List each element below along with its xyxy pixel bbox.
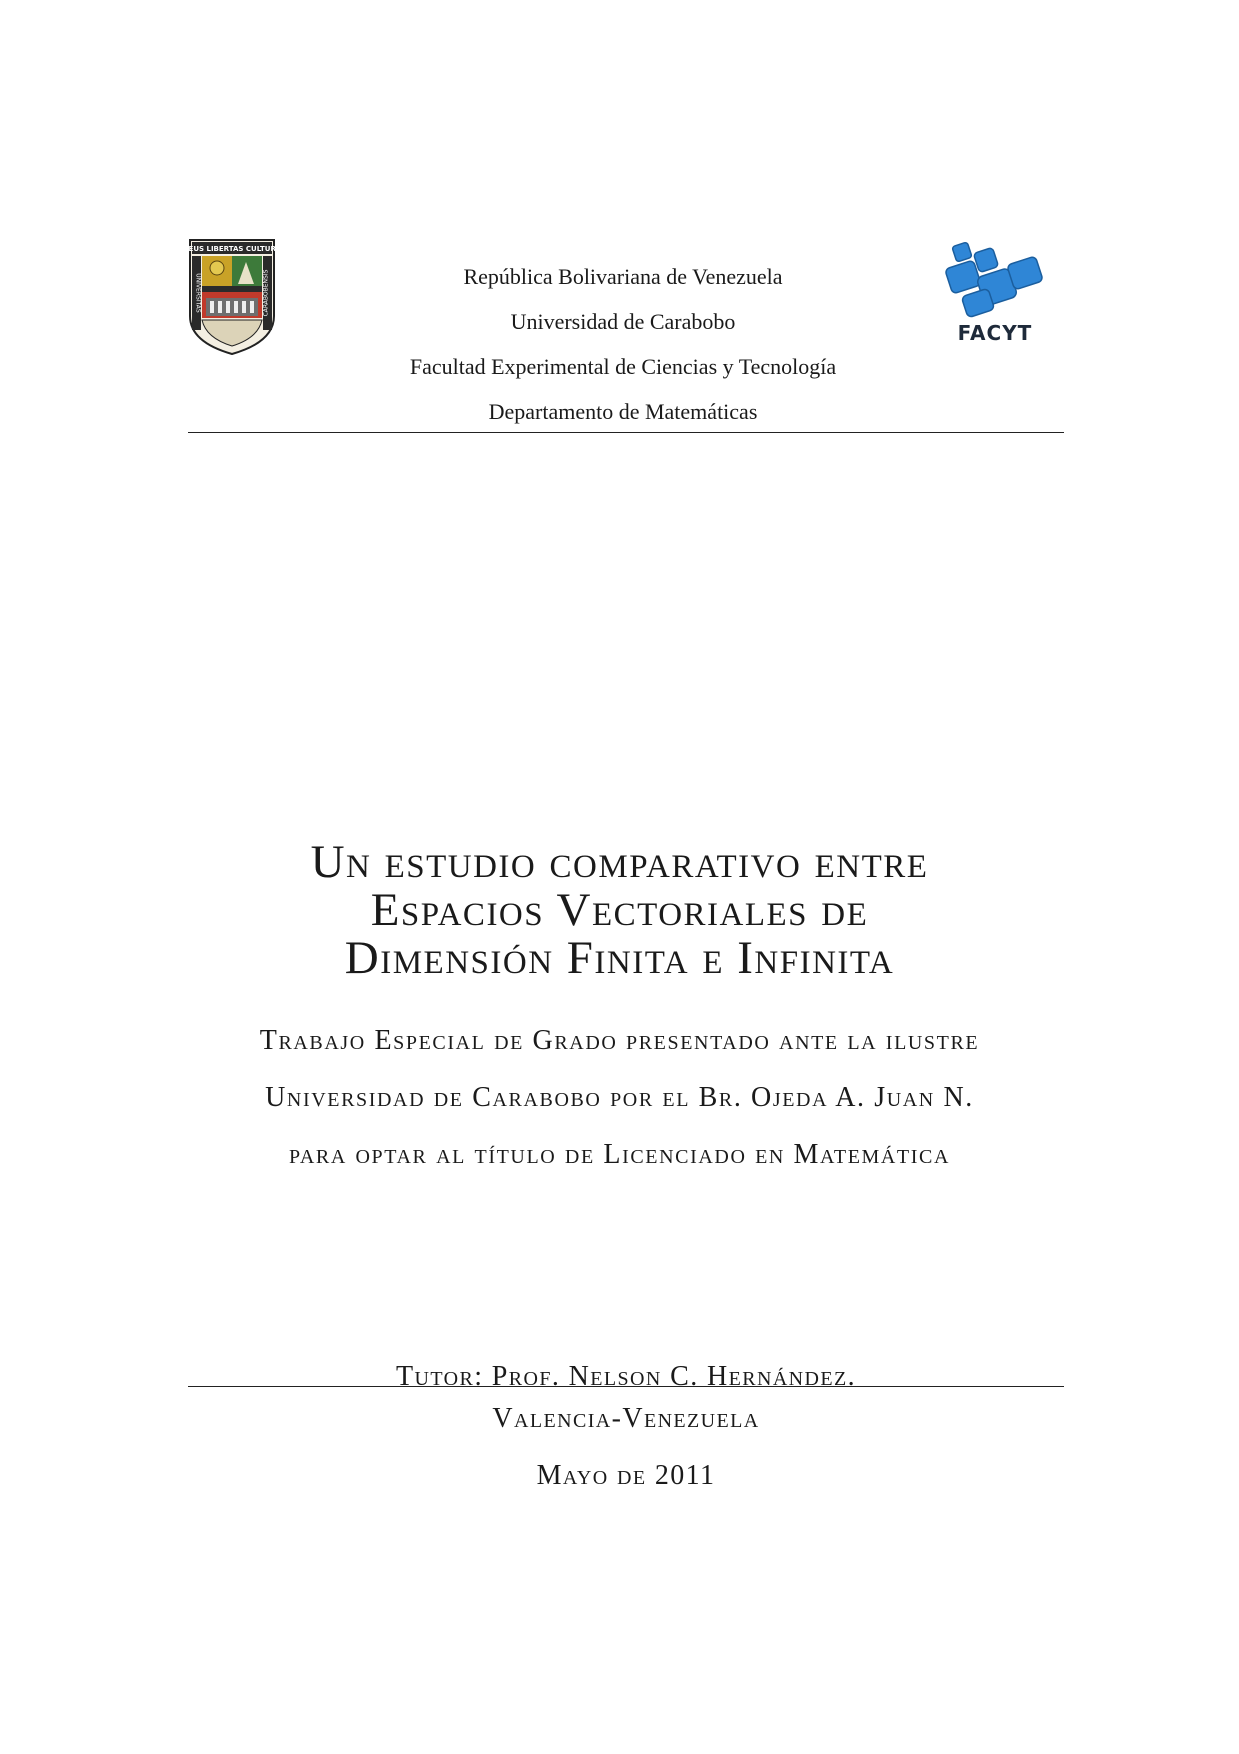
thesis-title bbox=[100, 838, 1139, 982]
subtitle-line: Universidad de Carabobo por el Br. Ojeda A. Juan N. bbox=[265, 1082, 974, 1113]
crest-side-left: UNIVERSITAS bbox=[194, 273, 202, 313]
subtitle-line: para optar al título de Licenciado en Matemática bbox=[289, 1139, 950, 1170]
date-line: Mayo de 2011 bbox=[536, 1460, 716, 1491]
university-crest-logo bbox=[182, 238, 282, 356]
institution-header bbox=[182, 238, 1064, 434]
title-line: Un estudio comparativo entre bbox=[310, 836, 929, 888]
title-line: Dimensión Finita e Infinita bbox=[344, 932, 895, 984]
republic-name: República Bolivariana de Venezuela bbox=[463, 264, 783, 289]
place-line: Valencia-Venezuela bbox=[492, 1403, 760, 1434]
tutor-line: Tutor: Prof. Nelson C. Hernández. bbox=[396, 1361, 856, 1392]
crest-side-right: CARABOBENSIS bbox=[262, 269, 270, 317]
facyt-logo bbox=[940, 238, 1050, 350]
institution-lines bbox=[308, 254, 938, 434]
facyt-wordmark: FACYT bbox=[957, 321, 1033, 345]
subtitle-line: Trabajo Especial de Grado presentado ante la ilustre bbox=[259, 1025, 980, 1056]
title-line: Espacios Vectoriales de bbox=[370, 884, 869, 936]
crest-motto: DEUS LIBERTAS CULTURA bbox=[182, 245, 282, 253]
university-name: Universidad de Carabobo bbox=[510, 309, 736, 334]
footer-divider bbox=[188, 1386, 1064, 1387]
thesis-subtitle bbox=[100, 1012, 1139, 1183]
faculty-name: Facultad Experimental de Ciencias y Tecnología bbox=[409, 354, 837, 379]
header-divider bbox=[188, 432, 1064, 433]
department-name: Departamento de Matemáticas bbox=[488, 399, 758, 424]
